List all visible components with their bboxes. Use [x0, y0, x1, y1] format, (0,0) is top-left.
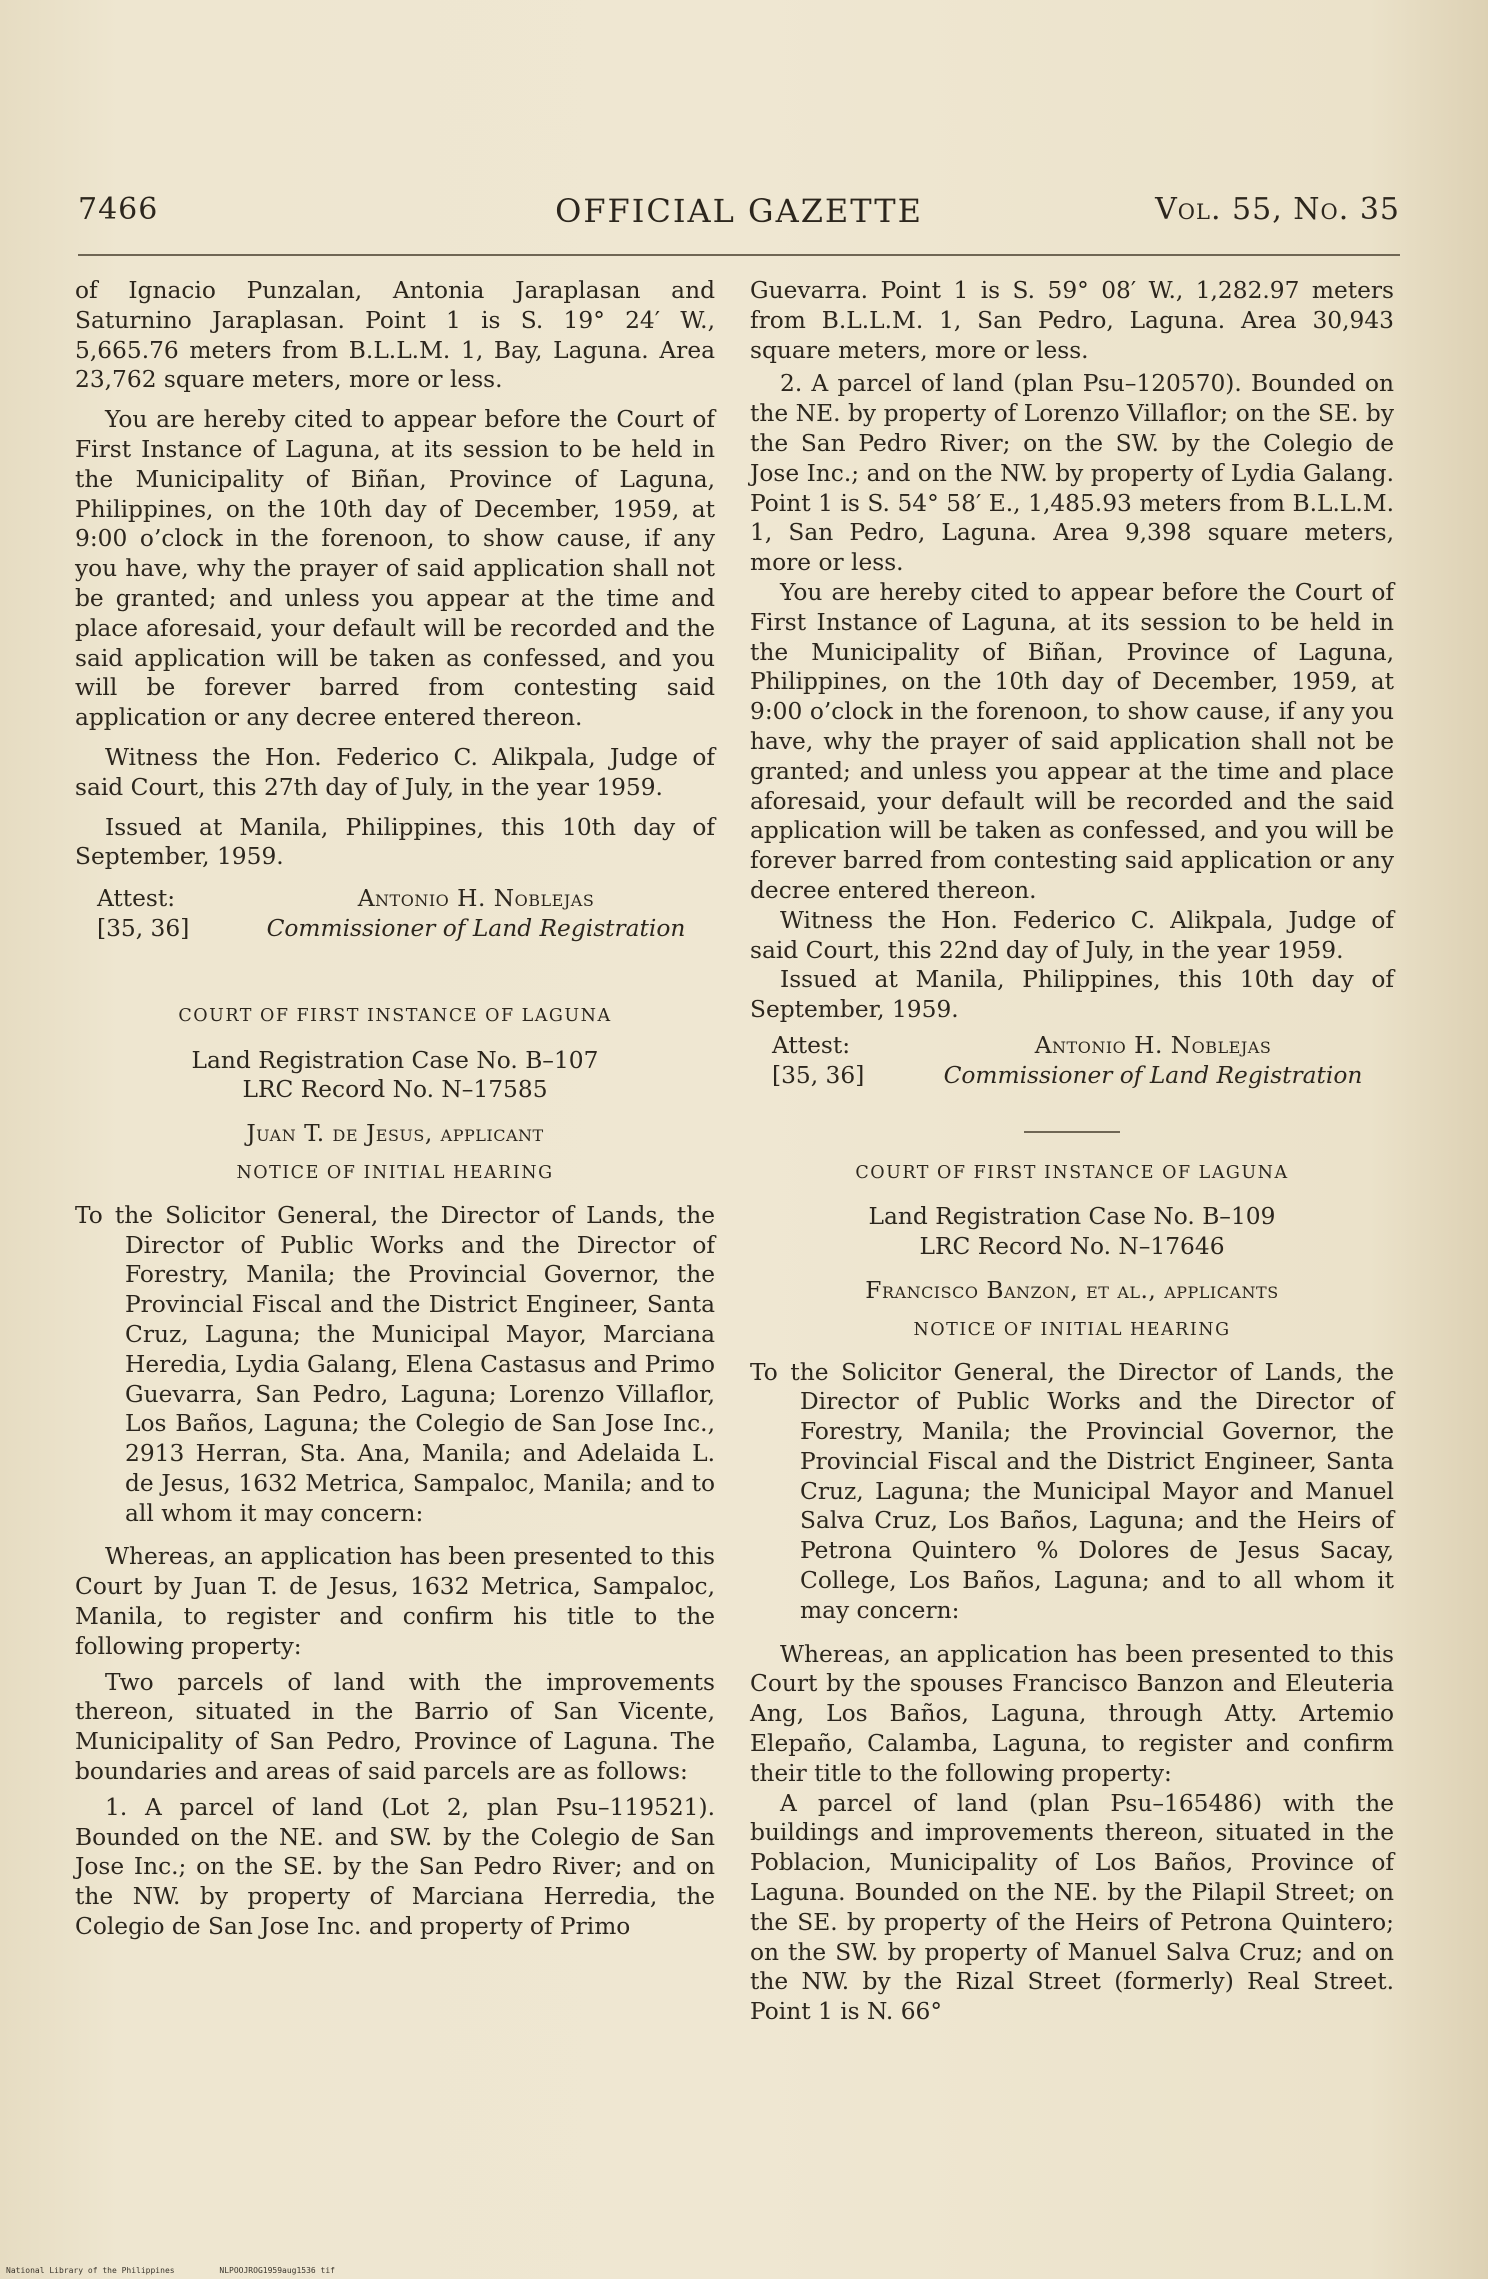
- case-number: Land Registration Case No. B–107: [191, 1046, 599, 1074]
- page-number: 7466: [78, 192, 159, 227]
- left-column: [75, 276, 715, 1942]
- right-column: [750, 276, 1394, 2027]
- paragraph: Issued at Manila, Philippines, this 10th day of September, 1959.: [75, 813, 715, 871]
- paragraph: Whereas, an application has been presented to this Court by Juan T. de Jesus, 1632 Metrica, Sampaloc, Manila, to register and confirm his title to the following property:: [75, 1543, 715, 1660]
- volume-number: Vol. 55, No. 35: [1155, 192, 1400, 227]
- address-paragraph: To the Solicitor General, the Director of Lands, the Director of Public Works and the Director of Forestry, Manila; the Provincial Governor, the Provincial Fiscal and the District Engineer, Santa Cruz, Laguna; the Municipal Mayor and Manuel Salva Cruz, Los Baños, Laguna; and the Heirs of Petrona Quintero % Dolores de Jesus Sacay, College, Los Baños, Laguna; and to all whom it may concern:: [750, 1358, 1394, 1624]
- issue-reference: [35, 36]: [97, 914, 190, 942]
- attest-label: Attest:: [97, 885, 176, 913]
- applicant-name: Juan T. de Jesus, applicant: [246, 1120, 544, 1148]
- attest-label: Attest:: [772, 1031, 851, 1059]
- notice-heading: NOTICE OF INITIAL HEARING: [913, 1319, 1231, 1340]
- paragraph: 1. A parcel of land (Lot 2, plan Psu–119521). Bounded on the NE. and SW. by the Colegio de San Jose Inc.; on the SE. by the San Pedro River; and on the NW. by property of Marciana Herredia, the Colegio de San Jose Inc. and property of Primo: [75, 1793, 715, 1941]
- scan-footer: [6, 2266, 375, 2275]
- paragraph: 2. A parcel of land (plan Psu–120570). Bounded on the NE. by property of Lorenzo Villaflor; on the SE. by the San Pedro River; on the SW. by the Colegio de Jose Inc.; and on the NW. by property of Lydia Galang. Point 1 is S. 54° 58′ E., 1,485.93 meters from B.L.L.M. 1, San Pedro, Laguna. Area 9,398 square meters, more or less.: [750, 370, 1394, 577]
- case-number: Land Registration Case No. B–109: [868, 1203, 1276, 1231]
- header-rule: [78, 254, 1400, 256]
- paragraph: Issued at Manila, Philippines, this 10th day of September, 1959.: [750, 966, 1394, 1024]
- paragraph: Two parcels of land with the improvements thereon, situated in the Barrio of San Vicente, Municipality of San Pedro, Province of Laguna. The boundaries and areas of said parcels are as follows:: [75, 1668, 715, 1786]
- court-heading: COURT OF FIRST INSTANCE OF LAGUNA: [855, 1162, 1289, 1183]
- notice-heading: NOTICE OF INITIAL HEARING: [236, 1162, 554, 1183]
- signer-title: Commissioner of Land Registration: [943, 1061, 1363, 1089]
- paragraph: Guevarra. Point 1 is S. 59° 08′ W., 1,282.97 meters from B.L.L.M. 1, San Pedro, Laguna. Area 30,943 square meters, more or less.: [750, 277, 1394, 364]
- applicant-name: Francisco Banzon, et al., applicants: [865, 1276, 1279, 1304]
- paragraph: Witness the Hon. Federico C. Alikpala, Judge of said Court, this 27th day of July, in the year 1959.: [75, 743, 715, 801]
- signer-name: Antonio H. Noblejas: [1034, 1031, 1272, 1059]
- issue-reference: [35, 36]: [772, 1061, 865, 1089]
- signer-name: Antonio H. Noblejas: [357, 885, 595, 913]
- page-header: [78, 192, 1400, 236]
- attestation: [75, 884, 715, 944]
- library-credit: National Library of the Philippines: [6, 2266, 175, 2275]
- paragraph: Witness the Hon. Federico C. Alikpala, Judge of said Court, this 22nd day of July, in the year 1959.: [750, 906, 1394, 964]
- publication-title: OFFICIAL GAZETTE: [555, 192, 923, 230]
- paragraph: of Ignacio Punzalan, Antonia Jaraplasan and Saturnino Jaraplasan. Point 1 is S. 19° 24′ W., 5,665.76 meters from B.L.L.M. 1, Bay, Laguna. Area 23,762 square meters, more or less.: [75, 277, 715, 394]
- court-heading: COURT OF FIRST INSTANCE OF LAGUNA: [178, 1005, 612, 1026]
- paragraph: You are hereby cited to appear before the Court of First Instance of Laguna, at its session to be held in the Municipality of Biñan, Province of Laguna, Philippines, on the 10th day of December, 1959, at 9:00 o’clock in the forenoon, to show cause, if any you have, why the prayer of said application shall not be granted; and unless you appear at the time and place aforesaid, your default will be recorded and the said application will be taken as confessed, and you will be forever barred from contesting said application or any decree entered thereon.: [750, 578, 1394, 904]
- address-paragraph: To the Solicitor General, the Director of Lands, the Director of Public Works and the Director of Forestry, Manila; the Provincial Governor, the Provincial Fiscal and the District Engineer, Santa Cruz, Laguna; the Municipal Mayor, Marciana Heredia, Lydia Galang, Elena Castasus and Primo Guevarra, San Pedro, Laguna; Lorenzo Villaflor, Los Baños, Laguna; the Colegio de San Jose Inc., 2913 Herran, Sta. Ana, Manila; and Adelaida L. de Jesus, 1632 Metrica, Sampaloc, Manila; and to all whom it may concern:: [75, 1201, 715, 1527]
- paragraph: A parcel of land (plan Psu–165486) with the buildings and improvements thereon, situated in the Poblacion, Municipality of Los Baños, Province of Laguna. Bounded on the NE. by the Pilapil Street; on the SE. by property of the Heirs of Petrona Quintero; on the SW. by property of Manuel Salva Cruz; and on the NW. by the Rizal Street (formerly) Real Street. Point 1 is N. 66°: [750, 1789, 1394, 2026]
- section-divider: [1024, 1131, 1120, 1133]
- lrc-record: LRC Record No. N–17585: [242, 1076, 548, 1104]
- attestation: [750, 1031, 1394, 1091]
- paragraph: Whereas, an application has been presented to this Court by the spouses Francisco Banzon and Eleuteria Ang, Los Baños, Laguna, through Atty. Artemio Elepaño, Calamba, Laguna, to register and confirm their title to the following property:: [750, 1640, 1394, 1787]
- lrc-record: LRC Record No. N–17646: [919, 1233, 1225, 1261]
- signer-title: Commissioner of Land Registration: [266, 914, 686, 942]
- scan-filename: NLPOOJROG1959aug1536 tif: [219, 2266, 335, 2275]
- paragraph: You are hereby cited to appear before the Court of First Instance of Laguna, at its session to be held in the Municipality of Biñan, Province of Laguna, Philippines, on the 10th day of December, 1959, at 9:00 o’clock in the forenoon, to show cause, if any you have, why the prayer of said application shall not be granted; and unless you appear at the time and place aforesaid, your default will be recorded and the said application will be taken as confessed, and you will be forever barred from contesting said application or any decree entered thereon.: [75, 406, 715, 732]
